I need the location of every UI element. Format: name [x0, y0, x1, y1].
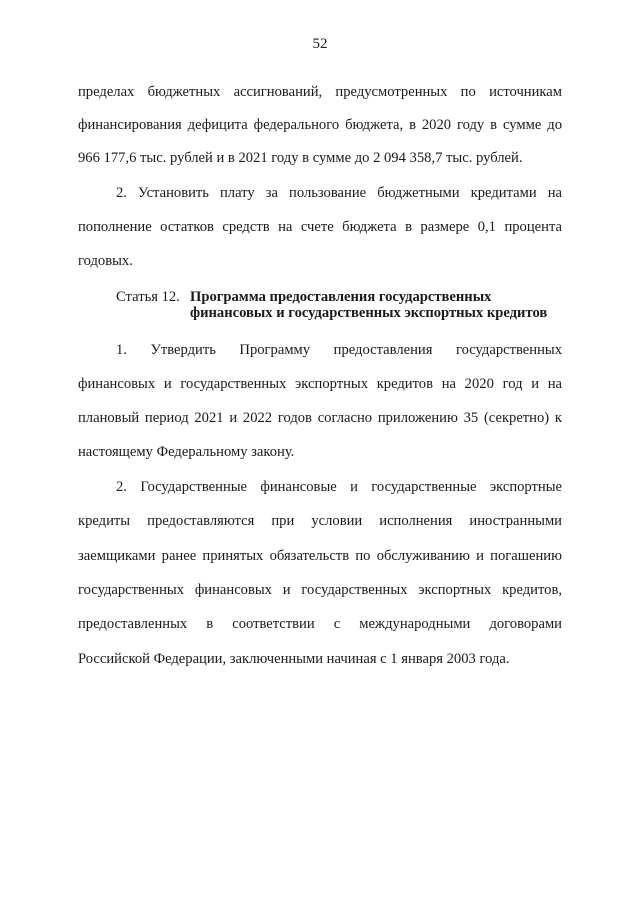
article-paragraph-2-line-2: кредиты предоставляются при условии исполнения иностранными: [78, 513, 562, 529]
article-title-line-2: финансовых и государственных экспортных кредитов: [190, 305, 548, 321]
article-paragraph-2-line-3: заемщиками ранее принятых обязательств по обслуживанию и погашению: [78, 548, 562, 564]
article-paragraph-2-line-4: государственных финансовых и государственных экспортных кредитов,: [78, 582, 562, 598]
paragraph-1-line-1: пределах бюджетных ассигнований, предусмотренных по источникам: [78, 84, 562, 100]
article-paragraph-1-line-3: плановый период 2021 и 2022 годов согласно приложению 35 (секретно) к: [78, 410, 562, 426]
article-paragraph-2-line-1: 2. Государственные финансовые и государственные экспортные: [116, 479, 562, 495]
article-title-line-1: Программа предоставления государственных: [190, 289, 492, 305]
paragraph-1-line-2: финансирования дефицита федерального бюджета, в 2020 году в сумме до: [78, 117, 562, 133]
paragraph-2-line-2: пополнение остатков средств на счете бюджета в размере 0,1 процента: [78, 219, 562, 235]
article-paragraph-2-line-5: предоставленных в соответствии с международными договорами: [78, 616, 562, 632]
article-paragraph-1-line-2: финансовых и государственных экспортных кредитов на 2020 год и на: [78, 376, 562, 392]
paragraph-2-line-3: годовых.: [78, 253, 133, 269]
paragraph-1-line-3: 966 177,6 тыс. рублей и в 2021 году в сумме до 2 094 358,7 тыс. рублей.: [78, 150, 523, 166]
page-number: 52: [312, 36, 328, 52]
paragraph-2-line-1: 2. Установить плату за пользование бюджетными кредитами на: [116, 185, 562, 201]
article-label: Статья 12.: [116, 289, 180, 305]
article-paragraph-1-line-4: настоящему Федеральному закону.: [78, 444, 295, 460]
article-paragraph-1-line-1: 1. Утвердить Программу предоставления государственных: [116, 342, 562, 358]
article-paragraph-2-line-6: Российской Федерации, заключенными начиная с 1 января 2003 года.: [78, 651, 510, 667]
